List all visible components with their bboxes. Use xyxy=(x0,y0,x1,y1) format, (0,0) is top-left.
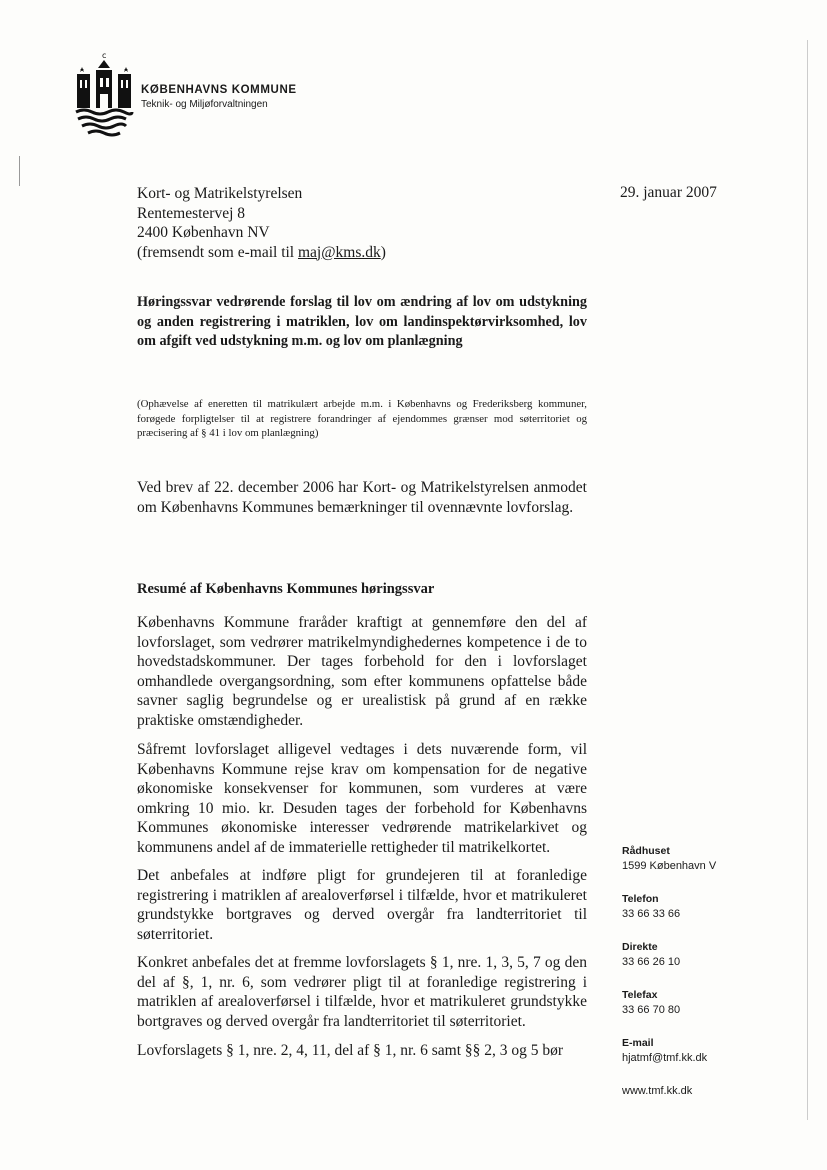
contact-direct xyxy=(622,940,716,969)
intro-paragraph: Ved brev af 22. december 2006 har Kort- og Matrikelstyrelsen anmodet om Københavns Kommunes bemærkninger til ovennævnte lovforslag. xyxy=(137,479,587,516)
recipient-street: Rentemestervej 8 xyxy=(137,204,246,222)
scan-edge-line xyxy=(807,40,808,1120)
recipient-sent-note xyxy=(137,243,386,263)
fax-value: 33 66 70 80 xyxy=(622,1003,681,1016)
address-label: Rådhuset xyxy=(622,845,670,857)
resume-paragraph-4: Konkret anbefales det at fremme lovforslagets § 1, nre. 1, 3, 5, 7 og den del af §, 1, nr. 6, som vedrører pligt til at foranledige registrering i matriklen af arealoverførsel i tilfælde, hvor et matrikuleret grundstykke bortgraves og derved overgår fra landterritoriet til søterritoriet. xyxy=(137,954,587,1030)
subject-note: (Ophævelse af eneretten til matrikulært arbejde m.m. i Københavns og Frederiksberg kommuner, forøgede forpligtelser til at registrere forandringer af ejendommes grænser mod søterritoriet og præcisering af § 41 i lov om planlægning) xyxy=(137,398,587,439)
department-name: Teknik- og Miljøforvaltningen xyxy=(141,99,268,110)
email-value[interactable]: hjatmf@tmf.kk.dk xyxy=(622,1051,708,1064)
direct-label: Direkte xyxy=(622,941,658,953)
address-value: 1599 København V xyxy=(622,859,717,872)
letter-date: 29. januar 2007 xyxy=(620,184,717,201)
web-link[interactable]: www.tmf.kk.dk xyxy=(622,1085,693,1097)
copenhagen-coat-of-arms-icon xyxy=(74,50,134,140)
recipient-name: Kort- og Matrikelstyrelsen xyxy=(137,185,303,202)
phone-value: 33 66 33 66 xyxy=(622,907,681,920)
org-name: KØBENHAVNS KOMMUNE xyxy=(141,84,297,96)
resume-paragraph-2: Såfremt lovforslaget alligevel vedtages i dets nuværende form, vil Københavns Kommune rejse krav om kompensation for de negative økonomiske konsekvenser for kommunen, som vurderes at være omkring 10 mio. kr. Desuden tages der forbehold for Københavns Kommunes økonomiske interesser vedrørende matrikelarkivet og kommunens andel af de immaterielle rettigheder til matrikelkortet. xyxy=(137,741,587,856)
sent-prefix: (fremsendt som e-mail til xyxy=(137,243,298,261)
contact-web xyxy=(622,1084,716,1099)
recipient-email-link[interactable]: maj@kms.dk xyxy=(298,243,381,261)
contact-info xyxy=(622,844,716,1118)
contact-fax xyxy=(622,988,716,1017)
contact-email xyxy=(622,1036,716,1065)
email-label: E-mail xyxy=(622,1037,654,1049)
subject-title: Høringssvar vedrørende forslag til lov om ændring af lov om udstykning og anden registrering i matriklen, lov om landinspektørvirksomhed, lov om afgift ved udstykning m.m. og lov om planlægning xyxy=(137,294,587,349)
contact-phone xyxy=(622,892,716,921)
fax-label: Telefax xyxy=(622,989,658,1001)
resume-heading: Resumé af Københavns Kommunes høringssvar xyxy=(137,581,435,597)
resume-paragraph-5: Lovforslagets § 1, nre. 2, 4, 11, del af § 1, nr. 6 samt §§ 2, 3 og 5 bør xyxy=(137,1042,564,1059)
direct-value: 33 66 26 10 xyxy=(622,955,681,968)
resume-paragraph-3: Det anbefales at indføre pligt for grundejeren til at foranledige registrering i matriklen af arealoverførsel i tilfælde, hvor et matrikuleret grundstykke bortgraves og derved overgår fra landterritoriet til søterritoriet. xyxy=(137,867,587,943)
svg-text:c: c xyxy=(102,51,107,60)
phone-label: Telefon xyxy=(622,893,659,905)
recipient-address xyxy=(137,184,386,262)
sent-suffix: ) xyxy=(380,243,386,261)
scan-edge-mark xyxy=(19,156,20,186)
recipient-city: 2400 København NV xyxy=(137,224,270,241)
contact-address xyxy=(622,844,716,873)
resume-paragraph-1: Københavns Kommune fraråder kraftigt at gennemføre den del af lovforslaget, som vedrører matrikelmyndighedernes kompetence i de to hovedstadskommuner. Der tages forbehold for den i lovforslaget omhandlede overgangsordning, som efter kommunens opfattelse både savner saglig begrundelse og er urealistisk på grund af en række praktiske omstændigheder. xyxy=(137,614,587,729)
